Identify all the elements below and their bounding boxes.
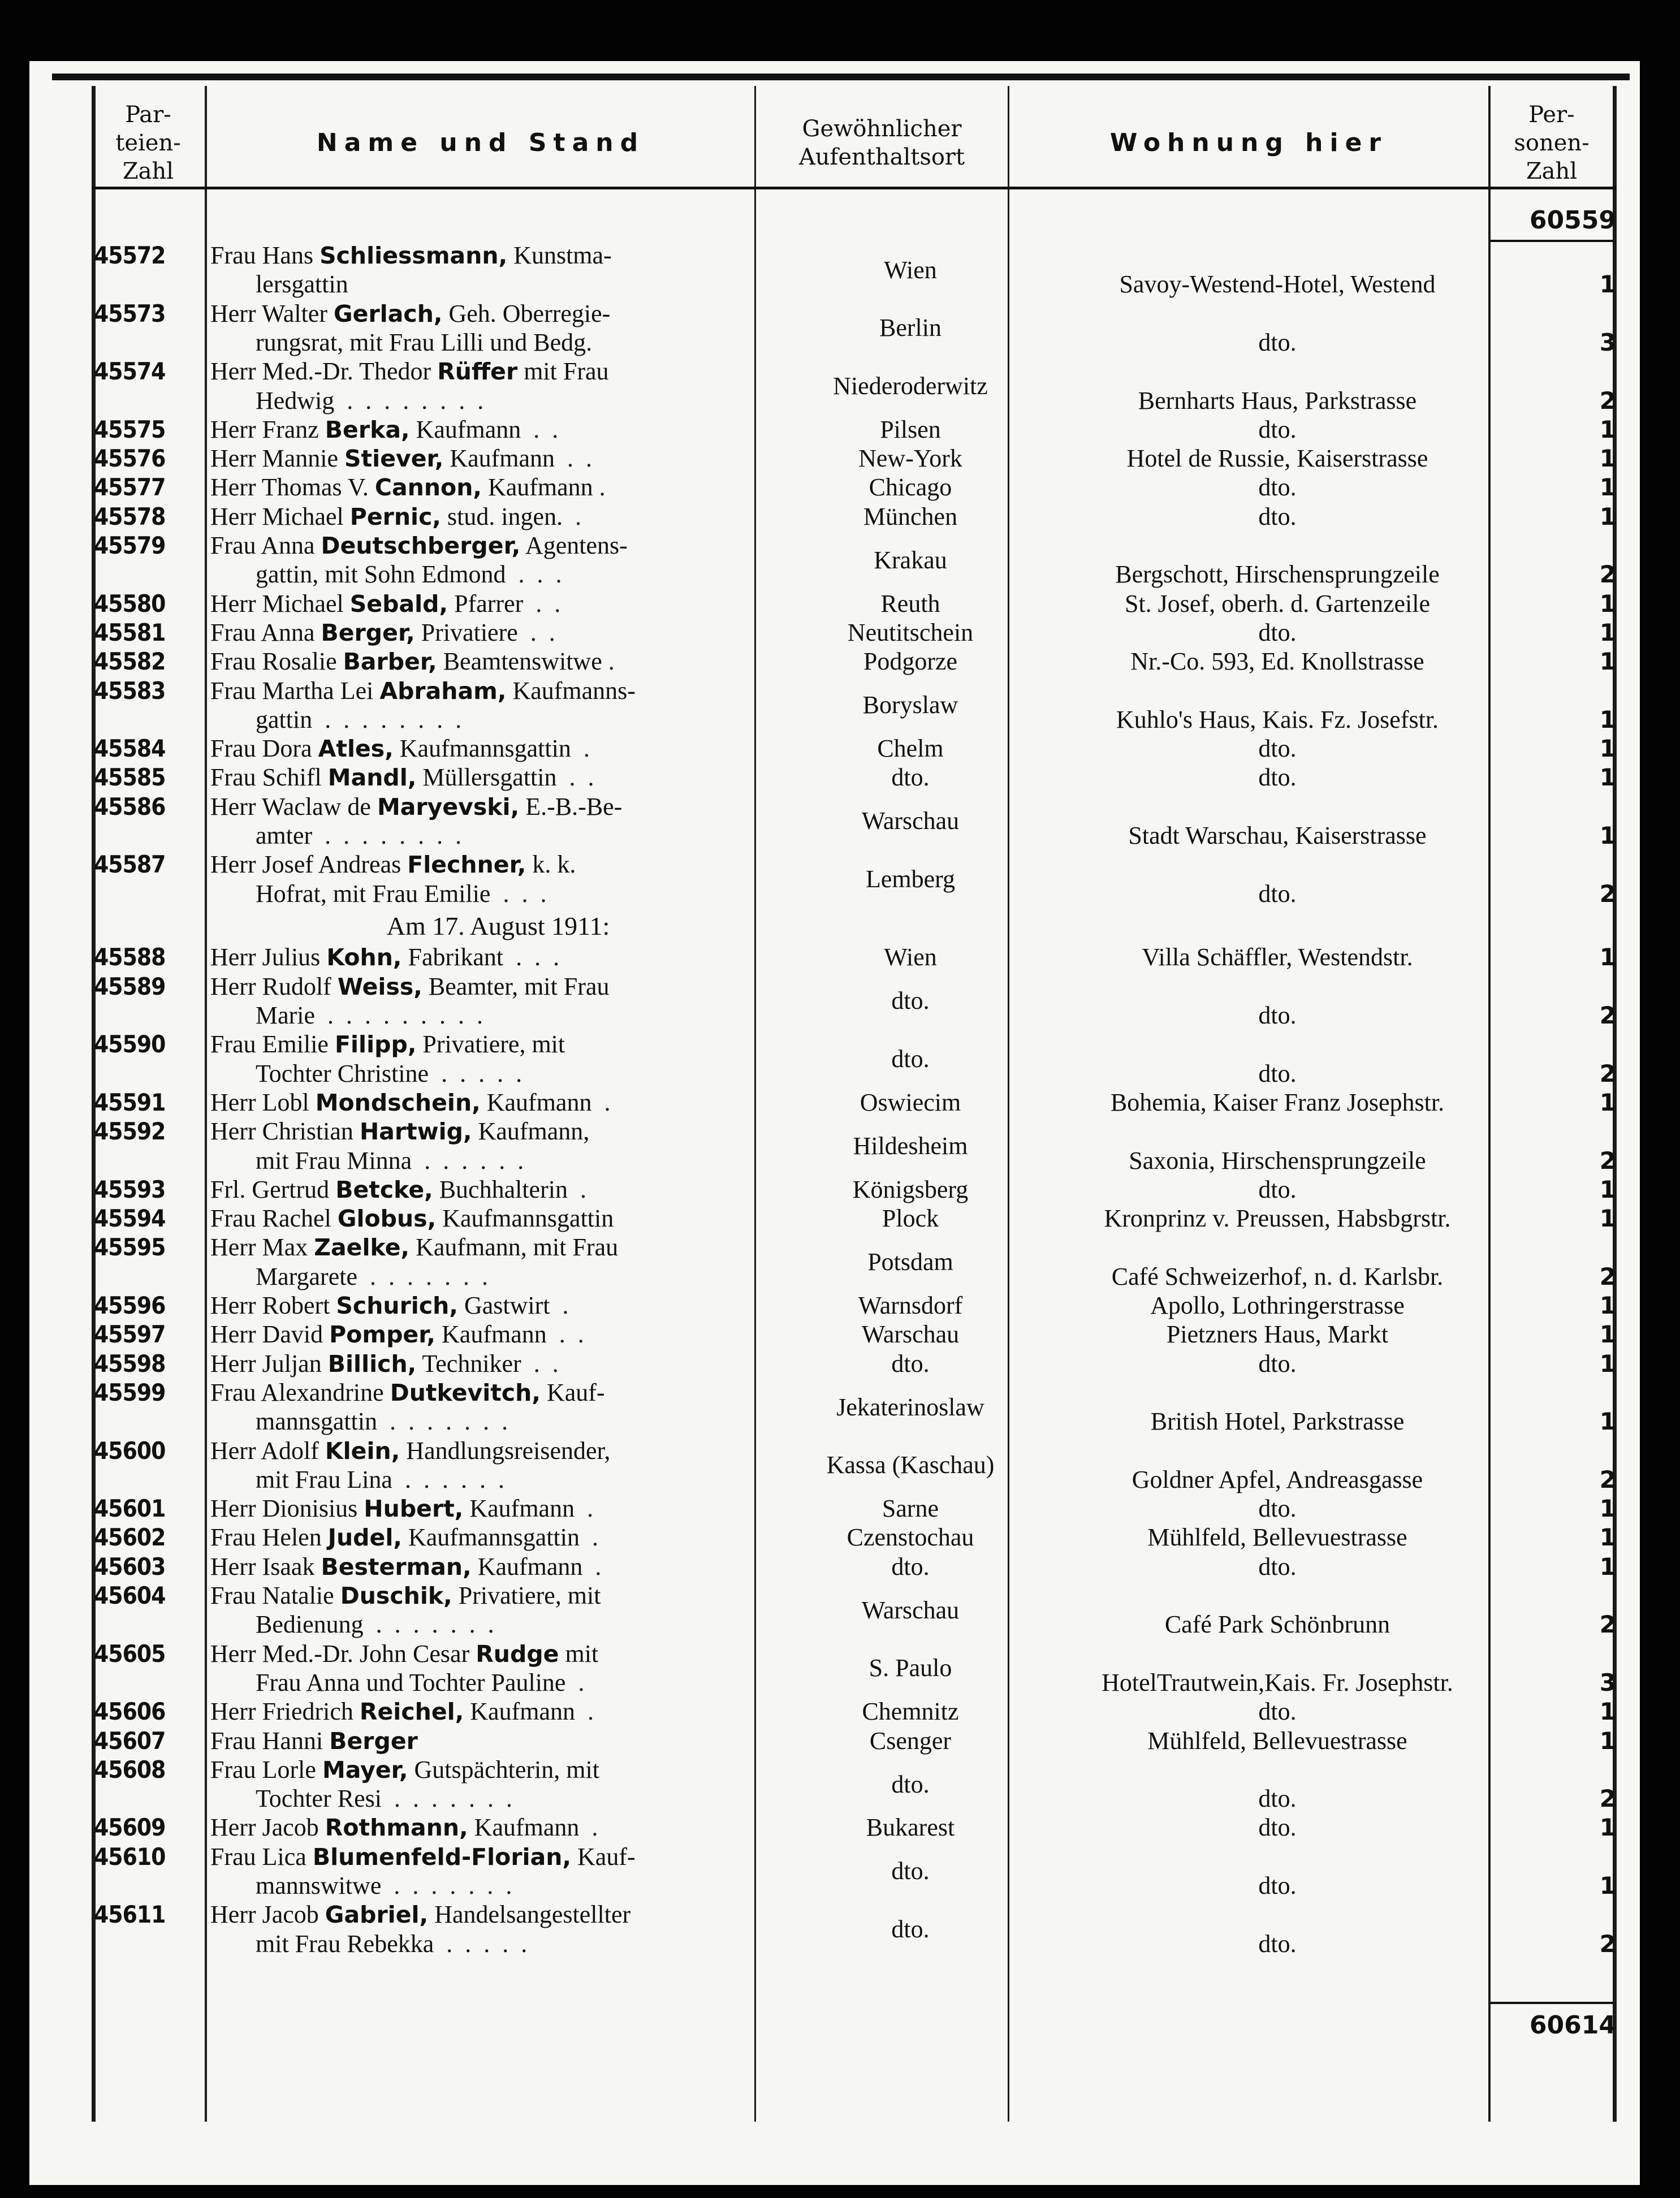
entry-number: 45600 (94, 1436, 166, 1465)
entry-name-line: Tochter Resi . . . . . . . (256, 1785, 512, 1813)
entry-surname: Besterman, (321, 1553, 472, 1581)
entry-name-line: Herr Juljan Billich, Techniker . . (210, 1349, 559, 1377)
entry-residence: dto. (891, 1770, 930, 1798)
entry-persons: 1 (1599, 822, 1616, 849)
entry-number: 45576 (94, 444, 166, 473)
entry-surname: Duschik, (340, 1582, 452, 1610)
entry-name-line: Frau Alexandrine Dutkevitch, Kauf- (210, 1378, 605, 1406)
entry-name-line: Frau Anna Deutschberger, Agentens- (210, 532, 628, 559)
entry-lodging: dto. (1258, 1495, 1297, 1523)
entry-name-line: Herr Robert Schurich, Gastwirt . (210, 1292, 569, 1320)
entry-number: 45597 (94, 1320, 166, 1349)
entry-number: 45611 (94, 1901, 166, 1929)
entry-lodging: dto. (1258, 735, 1297, 763)
entry-number: 45596 (94, 1292, 166, 1320)
entry-number: 45609 (94, 1813, 166, 1842)
carry-over-total: 60559 (1529, 206, 1616, 235)
entry-name-line: gattin, mit Sohn Edmond . . . (256, 560, 562, 589)
entry-lodging: Savoy-Westend-Hotel, Westend (1119, 270, 1436, 299)
entry-residence: dto. (891, 1045, 930, 1073)
entry-lodging: Mühlfeld, Bellevuestrasse (1147, 1726, 1407, 1755)
entry-residence: Reuth (880, 589, 940, 617)
entry-number: 45578 (94, 502, 166, 530)
entry-surname: Judel, (327, 1524, 402, 1552)
entry-lodging: dto. (1258, 763, 1297, 792)
entry-residence: Podgorze (863, 647, 958, 676)
entry-number: 45602 (94, 1523, 166, 1552)
entry-lodging: St. Josef, oberh. d. Gartenzeile (1124, 589, 1431, 617)
ledger-page (29, 61, 1640, 2185)
entry-persons: 2 (1599, 560, 1616, 589)
entry-lodging: Mühlfeld, Bellevuestrasse (1147, 1523, 1407, 1552)
entry-persons: 1 (1599, 618, 1616, 646)
entry-lodging: dto. (1258, 1872, 1297, 1900)
entry-persons: 1 (1599, 1523, 1616, 1552)
entry-name-line: Marie . . . . . . . . . (256, 1001, 483, 1030)
carry-over-rule (1491, 240, 1613, 242)
entry-residence: Wien (884, 943, 937, 971)
entry-name-line: gattin . . . . . . . . (256, 705, 462, 733)
entry-name-line: Frau Hanni Berger (210, 1726, 418, 1755)
entry-residence: Chicago (869, 473, 952, 502)
entry-lodging: Saxonia, Hirschensprungzeile (1129, 1146, 1426, 1174)
entry-number: 45584 (94, 735, 166, 763)
entry-number: 45607 (94, 1726, 166, 1755)
entry-name-line: Herr Michael Sebald, Pfarrer . . (210, 589, 561, 617)
entry-persons: 1 (1599, 1495, 1616, 1523)
entry-residence: Bukarest (866, 1813, 955, 1842)
entry-lodging: Kuhlo's Haus, Kais. Fz. Josefstr. (1116, 705, 1439, 733)
entry-persons: 1 (1599, 589, 1616, 617)
entry-number: 45580 (94, 589, 166, 617)
entry-number: 45585 (94, 763, 166, 792)
entry-surname: Pomper, (329, 1321, 436, 1349)
entry-surname: Berger (329, 1727, 418, 1755)
entry-surname: Schliessmann, (319, 242, 508, 269)
final-total: 60614 (1529, 2011, 1616, 2040)
header-col-nr: Par- teien- Zahl (115, 102, 181, 184)
entry-persons: 1 (1599, 270, 1616, 299)
entry-residence: Kassa (Kaschau) (826, 1451, 995, 1479)
entry-name-line: Frl. Gertrud Betcke, Buchhalterin . (210, 1175, 586, 1203)
entry-residence: Warschau (861, 807, 960, 835)
entry-surname: Mayer, (322, 1756, 408, 1784)
entry-number: 45606 (94, 1698, 166, 1726)
entry-lodging: British Hotel, Parkstrasse (1150, 1407, 1405, 1436)
entry-persons: 2 (1599, 1465, 1616, 1493)
entry-residence: Chemnitz (862, 1698, 959, 1726)
entry-persons: 2 (1599, 879, 1616, 908)
entry-persons: 1 (1599, 705, 1616, 733)
entry-lodging: dto. (1258, 328, 1297, 356)
entry-name-line: Herr David Pomper, Kaufmann . . (210, 1320, 584, 1349)
entry-surname: Betcke, (335, 1176, 433, 1203)
entry-number: 45574 (94, 357, 166, 386)
entry-surname: Hubert, (364, 1495, 464, 1523)
entry-surname: Rothmann, (325, 1814, 468, 1842)
entry-surname: Maryevski, (377, 793, 520, 821)
entry-residence: Neutitschein (847, 618, 974, 646)
entry-number: 45610 (94, 1842, 166, 1871)
entry-lodging: Bohemia, Kaiser Franz Josephstr. (1110, 1088, 1445, 1116)
entry-lodging: dto. (1258, 1059, 1297, 1087)
entry-name-line: Herr Thomas V. Cannon, Kaufmann . (210, 473, 606, 502)
entry-persons: 1 (1599, 415, 1616, 443)
entry-surname: Sebald, (349, 590, 448, 617)
entry-residence: Jekaterinoslaw (836, 1393, 984, 1421)
entry-persons: 1 (1599, 763, 1616, 792)
entry-name-line: Herr Michael Pernic, stud. ingen. . (210, 502, 582, 530)
entry-surname: Blumenfeld-Florian, (312, 1843, 572, 1871)
entry-name-line: Frau Schifl Mandl, Müllersgattin . . (210, 763, 594, 792)
entry-name-line: Herr Dionisius Hubert, Kaufmann . (210, 1495, 594, 1523)
entry-persons: 1 (1599, 502, 1616, 530)
entry-surname: Deutschberger, (321, 532, 521, 559)
entry-number: 45572 (94, 241, 166, 269)
entry-name-line: Tochter Christine . . . . . (256, 1059, 522, 1087)
entry-surname: Cannon, (374, 474, 482, 502)
entry-number: 45579 (94, 532, 166, 559)
entry-residence: dto. (891, 763, 930, 792)
entry-lodging: dto. (1258, 1001, 1297, 1030)
entry-persons: 1 (1599, 1813, 1616, 1842)
entry-surname: Mandl, (327, 764, 417, 792)
entry-lodging: Bernharts Haus, Parkstrasse (1138, 386, 1417, 414)
entry-lodging: dto. (1258, 473, 1297, 502)
entry-name-line: Frau Natalie Duschik, Privatiere, mit (210, 1582, 601, 1610)
entry-lodging: Villa Schäffler, Westendstr. (1142, 943, 1413, 971)
entry-name-line: Herr Josef Andreas Flechner, k. k. (210, 850, 576, 879)
entry-number: 45605 (94, 1639, 166, 1668)
entry-surname: Abraham, (379, 677, 507, 705)
entry-persons: 1 (1599, 1204, 1616, 1233)
entry-surname: Barber, (343, 648, 437, 676)
entry-name-line: Herr Adolf Klein, Handlungsreisender, (210, 1436, 611, 1465)
entry-name-line: mit Frau Lina . . . . . . (256, 1465, 504, 1493)
entry-name-line: Herr Isaak Besterman, Kaufmann . (210, 1552, 602, 1581)
entry-residence: Hildesheim (853, 1132, 968, 1160)
entry-surname: Gerlach, (333, 300, 443, 327)
entry-lodging: Hotel de Russie, Kaiserstrasse (1126, 444, 1428, 473)
entry-name-line: Hofrat, mit Frau Emilie . . . (256, 879, 547, 908)
entry-persons: 1 (1599, 444, 1616, 473)
entry-surname: Weiss, (337, 973, 422, 1000)
entry-name-line: Herr Lobl Mondschein, Kaufmann . (210, 1088, 611, 1116)
entry-residence: Krakau (874, 546, 947, 574)
entry-name-line: Herr Christian Hartwig, Kaufmann, (210, 1117, 590, 1146)
entry-lodging: dto. (1258, 1175, 1297, 1203)
entry-number: 45581 (94, 618, 166, 646)
entry-name-line: Frau Lica Blumenfeld-Florian, Kauf- (210, 1842, 636, 1871)
entry-surname: Rüffer (437, 358, 518, 386)
entry-persons: 2 (1599, 1929, 1616, 1958)
entry-name-line: Herr Jacob Gabriel, Handelsangestellter (210, 1901, 631, 1929)
entry-number: 45582 (94, 647, 166, 676)
entry-persons: 2 (1599, 1262, 1616, 1290)
entry-name-line: Frau Anna Berger, Privatiere . . (210, 618, 555, 646)
entry-residence: Csenger (869, 1726, 952, 1755)
entry-residence: dto. (891, 987, 930, 1015)
entry-residence: Chelm (877, 735, 944, 763)
entry-name-line: Herr Walter Gerlach, Geh. Oberregie- (210, 299, 611, 327)
entry-surname: Dutkevitch, (390, 1379, 541, 1406)
entry-number: 45590 (94, 1030, 166, 1059)
entry-name-line: mit Frau Rebekka . . . . . (256, 1929, 528, 1958)
entry-surname: Globus, (337, 1205, 437, 1233)
entry-lodging: Apollo, Lothringerstrasse (1150, 1292, 1405, 1320)
entry-residence: New-York (858, 444, 962, 473)
entry-surname: Gabriel, (325, 1901, 429, 1929)
entry-surname: Pernic, (349, 503, 441, 530)
entry-residence: Niederoderwitz (833, 372, 988, 400)
entry-name-line: mannswitwe . . . . . . . (256, 1872, 512, 1900)
entry-surname: Schurich, (336, 1292, 458, 1320)
entry-lodging: dto. (1258, 879, 1297, 908)
entry-number: 45598 (94, 1349, 166, 1377)
entry-residence: Wien (884, 256, 937, 284)
final-rule (1491, 2002, 1613, 2004)
entry-persons: 2 (1599, 1059, 1616, 1087)
entry-name-line: Frau Anna und Tochter Pauline . (256, 1668, 585, 1696)
entry-number: 45601 (94, 1495, 166, 1523)
header-col-wohnung: Wohnung hier (1109, 128, 1388, 157)
top-rule (52, 74, 1630, 80)
entry-number: 45594 (94, 1204, 166, 1233)
entry-residence: Oswiecim (860, 1088, 961, 1116)
entry-number: 45583 (94, 676, 166, 705)
entry-persons: 2 (1599, 1785, 1616, 1813)
entry-number: 45589 (94, 972, 166, 1000)
header-col-ort: Gewöhnlicher Aufenthaltsort (798, 116, 965, 170)
entry-surname: Kohn, (326, 944, 402, 971)
entry-name-line: Frau Lorle Mayer, Gutspächterin, mit (210, 1755, 599, 1784)
entry-lodging: dto. (1258, 1929, 1297, 1958)
entry-lodging: Nr.-Co. 593, Ed. Knollstrasse (1130, 647, 1424, 676)
entry-residence: dto. (891, 1552, 930, 1581)
entry-name-line: Herr Max Zaelke, Kaufmann, mit Frau (210, 1233, 619, 1262)
entry-name-line: Herr Friedrich Reichel, Kaufmann . (210, 1698, 594, 1726)
entry-persons: 1 (1599, 473, 1616, 502)
entry-residence: Warschau (861, 1320, 960, 1349)
entry-number: 45588 (94, 943, 166, 971)
entry-name-line: Frau Rosalie Barber, Beamtenswitwe . (210, 647, 615, 676)
entry-residence: Potsdam (867, 1248, 953, 1276)
entry-surname: Stiever, (344, 445, 444, 473)
date-heading: Am 17. August 1911: (386, 911, 610, 940)
header-col-personen: Per- sonen- Zahl (1514, 102, 1590, 184)
entry-residence: Warschau (861, 1596, 960, 1624)
entry-number: 45587 (94, 850, 166, 879)
entry-persons: 3 (1599, 328, 1616, 356)
entry-number: 45593 (94, 1175, 166, 1203)
entry-number: 45586 (94, 792, 166, 821)
entry-surname: Mondschein, (315, 1089, 481, 1116)
entry-number: 45592 (94, 1117, 166, 1146)
entry-name-line: Herr Franz Berka, Kaufmann . . (210, 415, 559, 443)
entry-persons: 1 (1599, 1349, 1616, 1377)
entry-persons: 1 (1599, 1552, 1616, 1581)
entry-lodging: dto. (1258, 1785, 1297, 1813)
entry-surname: Klein, (325, 1437, 400, 1465)
entry-lodging: Bergschott, Hirschensprungzeile (1115, 560, 1440, 589)
entry-residence: Pilsen (880, 415, 941, 443)
entry-lodging: Kronprinz v. Preussen, Habsbgrstr. (1104, 1204, 1451, 1233)
entry-name-line: mannsgattin . . . . . . . (256, 1407, 508, 1436)
entry-lodging: dto. (1258, 618, 1297, 646)
entry-number: 45608 (94, 1755, 166, 1784)
entry-number: 45603 (94, 1552, 166, 1581)
entry-persons: 1 (1599, 1407, 1616, 1436)
entry-persons: 1 (1599, 1872, 1616, 1900)
entry-surname: Rudge (476, 1640, 559, 1668)
entry-persons: 2 (1599, 1001, 1616, 1030)
entry-persons: 1 (1599, 1320, 1616, 1349)
entry-residence: Warnsdorf (858, 1292, 963, 1320)
entry-name-line: Margarete . . . . . . . (256, 1262, 488, 1290)
entry-persons: 2 (1599, 1146, 1616, 1174)
entry-residence: Czenstochau (847, 1523, 974, 1552)
entry-surname: Billich, (327, 1350, 417, 1377)
entry-residence: Boryslaw (862, 691, 958, 719)
entry-name-line: Frau Emilie Filipp, Privatiere, mit (210, 1030, 565, 1059)
entry-residence: München (863, 502, 958, 530)
entry-number: 45573 (94, 299, 166, 327)
entry-residence: dto. (891, 1915, 930, 1943)
entry-lodging: HotelTrautwein,Kais. Fr. Josephstr. (1102, 1668, 1453, 1696)
entry-surname: Flechner, (407, 851, 526, 879)
entry-lodging: dto. (1258, 1552, 1297, 1581)
entry-lodging: dto. (1258, 1813, 1297, 1842)
entry-name-line: Frau Helen Judel, Kaufmannsgattin . (210, 1523, 598, 1552)
entry-surname: Atles, (318, 735, 394, 763)
header-col-name: Name und Stand (316, 128, 645, 157)
entry-name-line: Hedwig . . . . . . . . (256, 386, 484, 414)
entry-name-line: Herr Med.-Dr. Thedor Rüffer mit Frau (210, 357, 609, 386)
entry-number: 45604 (94, 1582, 166, 1610)
entry-surname: Filipp, (334, 1031, 417, 1059)
entry-name-line: rungsrat, mit Frau Lilli und Bedg. (256, 328, 593, 356)
entry-name-line: mit Frau Minna . . . . . . (256, 1146, 524, 1174)
entry-persons: 1 (1599, 735, 1616, 763)
entry-name-line: amter . . . . . . . . (256, 822, 462, 849)
entry-persons: 2 (1599, 386, 1616, 414)
entry-lodging: Stadt Warschau, Kaiserstrasse (1128, 822, 1427, 849)
entry-lodging: dto. (1258, 1349, 1297, 1377)
entry-name-line: Herr Julius Kohn, Fabrikant . . . (210, 943, 560, 971)
entry-number: 45575 (94, 415, 166, 443)
entry-lodging: dto. (1258, 1698, 1297, 1726)
entry-lodging: Café Park Schönbrunn (1164, 1610, 1390, 1639)
entry-name-line: Frau Martha Lei Abraham, Kaufmanns- (210, 676, 636, 705)
entry-persons: 2 (1599, 1610, 1616, 1639)
entry-name-line: Herr Waclaw de Maryevski, E.-B.-Be- (210, 792, 623, 821)
entry-residence: Lemberg (865, 865, 956, 893)
entry-residence: Berlin (879, 314, 942, 342)
entry-number: 45599 (94, 1378, 166, 1406)
entry-name-line: Herr Med.-Dr. John Cesar Rudge mit (210, 1639, 599, 1668)
entry-residence: dto. (891, 1857, 930, 1885)
entry-name-line: Herr Mannie Stiever, Kaufmann . . (210, 444, 593, 473)
entry-lodging: dto. (1258, 502, 1297, 530)
entry-persons: 1 (1599, 943, 1616, 971)
entry-surname: Berger, (321, 619, 415, 646)
entry-residence: Plock (882, 1204, 939, 1233)
entry-name-line: Frau Dora Atles, Kaufmannsgattin . (210, 735, 590, 763)
entry-persons: 1 (1599, 1698, 1616, 1726)
entry-persons: 1 (1599, 1175, 1616, 1203)
entry-surname: Zaelke, (314, 1234, 410, 1262)
entry-persons: 1 (1599, 1726, 1616, 1755)
entry-residence: Sarne (882, 1495, 939, 1523)
entry-number: 45595 (94, 1233, 166, 1262)
entry-surname: Berka, (325, 416, 410, 443)
entry-persons: 1 (1599, 1292, 1616, 1320)
entry-persons: 3 (1599, 1668, 1616, 1696)
entry-lodging: Pietzners Haus, Markt (1166, 1320, 1389, 1349)
entry-surname: Reichel, (359, 1698, 464, 1726)
entry-persons: 1 (1599, 647, 1616, 676)
entry-name-line: lersgattin (256, 270, 348, 299)
entry-name-line: Frau Rachel Globus, Kaufmannsgattin (210, 1204, 614, 1233)
entry-name-line: Bedienung . . . . . . . (256, 1610, 494, 1639)
entry-name-line: Frau Hans Schliessmann, Kunstma- (210, 241, 612, 269)
entry-lodging: Café Schweizerhof, n. d. Karlsbr. (1111, 1262, 1444, 1290)
entry-number: 45591 (94, 1088, 166, 1116)
entry-residence: dto. (891, 1349, 930, 1377)
entry-number: 45577 (94, 473, 166, 502)
entry-persons: 1 (1599, 1088, 1616, 1116)
entry-residence: S. Paulo (869, 1654, 952, 1682)
entry-surname: Hartwig, (359, 1118, 472, 1146)
entry-residence: Königsberg (852, 1175, 969, 1203)
entry-lodging: Goldner Apfel, Andreasgasse (1131, 1465, 1423, 1493)
entry-name-line: Herr Jacob Rothmann, Kaufmann . (210, 1813, 598, 1842)
entry-lodging: dto. (1258, 415, 1297, 443)
entry-name-line: Herr Rudolf Weiss, Beamter, mit Frau (210, 972, 610, 1000)
